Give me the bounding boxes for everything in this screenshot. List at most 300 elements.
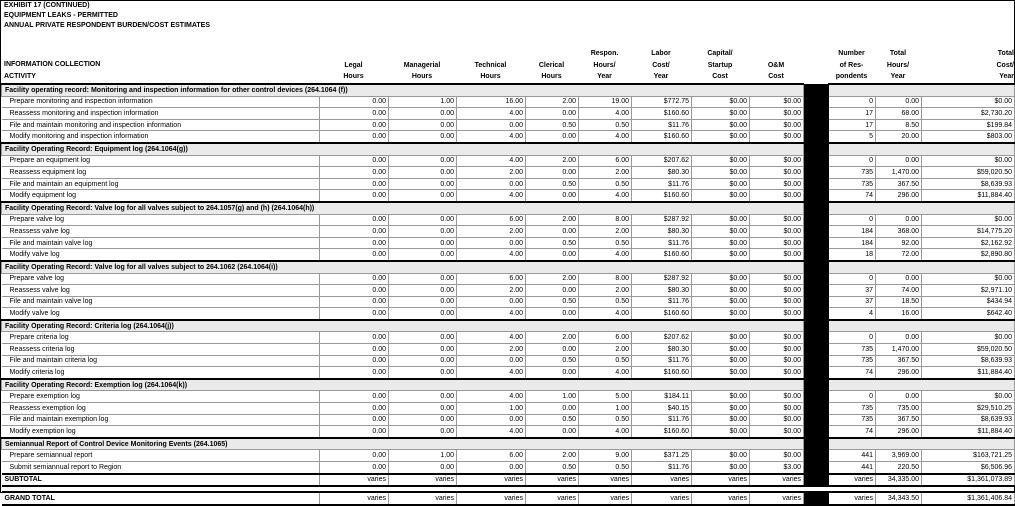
table-row: [2, 308, 1015, 320]
exhibit-subtitle: EQUIPMENT LEAKS - PERMITTED: [4, 12, 118, 19]
table-cell: varies: [579, 492, 632, 505]
table-cell: $2,162.92: [922, 237, 1015, 249]
table-cell: $0.00: [692, 367, 750, 379]
table-cell: 296.00: [876, 190, 922, 202]
table-cell: $772.75: [632, 96, 692, 108]
table-cell: 4.00: [579, 249, 632, 261]
table-cell: $11,884.40: [922, 190, 1015, 202]
table-cell: 74: [829, 426, 876, 438]
table-cell: 4.00: [457, 308, 526, 320]
table-cell: $0.00: [692, 462, 750, 474]
table-row: [2, 155, 1015, 167]
section-title: Semiannual Report of Control Device Monitoring Events (264.1065): [2, 438, 804, 450]
table-cell: $11.76: [632, 119, 692, 131]
table-row: [2, 450, 1015, 462]
activity-cell: Reassess valve log: [2, 226, 320, 238]
table-cell: 0.50: [526, 414, 579, 426]
table-cell: 0.00: [320, 285, 389, 297]
table-cell: 0.00: [526, 249, 579, 261]
table-cell: $0.00: [692, 190, 750, 202]
table-cell: 6.00: [457, 450, 526, 462]
table-cell: 0: [829, 155, 876, 167]
table-cell: $11.76: [632, 237, 692, 249]
table-cell: 735: [829, 355, 876, 367]
table-cell: $0.00: [750, 178, 804, 190]
table-cell: 441: [829, 450, 876, 462]
table-cell: $0.00: [750, 190, 804, 202]
table-cell: 0: [829, 96, 876, 108]
table-row: [2, 119, 1015, 131]
table-cell: 4.00: [457, 155, 526, 167]
table-cell: $642.40: [922, 308, 1015, 320]
table-cell: 0.00: [389, 391, 457, 403]
table-cell: 17: [829, 119, 876, 131]
table-cell: 0.00: [389, 226, 457, 238]
table-cell: 0.00: [389, 108, 457, 120]
divider-column: [804, 178, 829, 190]
table-cell: $0.00: [750, 391, 804, 403]
table-cell: 0: [829, 214, 876, 226]
divider-column: [804, 344, 829, 356]
table-cell: $0.00: [750, 367, 804, 379]
table-cell: 0.00: [457, 462, 526, 474]
column-header: Capital/ Startup Cost: [707, 50, 733, 80]
divider-column: [804, 379, 829, 391]
table-cell: 184: [829, 237, 876, 249]
table-cell: $0.00: [750, 131, 804, 143]
table-cell: 735: [829, 178, 876, 190]
table-cell: $0.00: [922, 155, 1015, 167]
table-cell: 0.00: [389, 296, 457, 308]
table-cell: $0.00: [750, 167, 804, 179]
divider-column: [804, 155, 829, 167]
table-cell: $434.94: [922, 296, 1015, 308]
table-cell: 20.00: [876, 131, 922, 143]
table-cell: $160.60: [632, 308, 692, 320]
table-cell: 0.50: [526, 119, 579, 131]
table-cell: 1.00: [579, 403, 632, 415]
table-cell: $80.30: [632, 167, 692, 179]
table-cell: varies: [829, 492, 876, 505]
activity-cell: Reassess monitoring and inspection information: [2, 108, 320, 120]
exhibit-title: EXHIBIT 17 (CONTINUED): [4, 2, 90, 9]
activity-cell: Prepare an equipment log: [2, 155, 320, 167]
table-cell: 0.00: [320, 108, 389, 120]
table-row: [2, 426, 1015, 438]
section-title: Facility Operating Record: Valve log for all valves subject to 264.1057(g) and (h) (264.1064(h)): [2, 202, 804, 214]
table-cell: varies: [526, 474, 579, 487]
activity-cell: File and maintain valve log: [2, 296, 320, 308]
divider-column: [804, 332, 829, 344]
table-cell: $160.60: [632, 426, 692, 438]
activity-cell: Reassess equipment log: [2, 167, 320, 179]
column-header: Managerial Hours: [403, 61, 441, 80]
table-cell: 0.00: [389, 403, 457, 415]
table-cell: 0.00: [457, 119, 526, 131]
table-cell: varies: [692, 492, 750, 505]
table-cell: $0.00: [692, 178, 750, 190]
table-cell: varies: [526, 492, 579, 505]
table-cell: $0.00: [750, 237, 804, 249]
table-cell: 0.00: [526, 190, 579, 202]
table-cell: 0.00: [389, 332, 457, 344]
divider-column: [804, 355, 829, 367]
table-cell: $0.00: [750, 308, 804, 320]
table-cell: 0.50: [579, 296, 632, 308]
table-cell: 4.00: [579, 190, 632, 202]
grand-total-row: [2, 492, 1015, 505]
table-cell: 0.00: [389, 367, 457, 379]
table-cell: 0.00: [389, 190, 457, 202]
divider-column: [804, 492, 829, 505]
table-cell: 74.00: [876, 285, 922, 297]
column-header: Number of Res- pondents: [835, 50, 868, 80]
table-cell: 0.00: [320, 296, 389, 308]
table-cell: 0.00: [389, 249, 457, 261]
divider-column: [804, 367, 829, 379]
table-cell: 0.00: [389, 355, 457, 367]
table-cell: 9.00: [579, 450, 632, 462]
table-cell: $0.00: [750, 403, 804, 415]
table-cell: 0.00: [320, 332, 389, 344]
table-cell: $11.76: [632, 414, 692, 426]
section-title: Facility Operating Record: Criteria log (264.1064(j)): [2, 320, 804, 332]
table-cell: $0.00: [922, 273, 1015, 285]
table-cell: 4.00: [579, 308, 632, 320]
table-cell: $0.00: [692, 344, 750, 356]
divider-column: [804, 119, 829, 131]
divider-column: [804, 249, 829, 261]
table-cell: 0.50: [579, 355, 632, 367]
table-cell: $0.00: [750, 214, 804, 226]
divider-column: [804, 84, 829, 96]
table-cell: $184.11: [632, 391, 692, 403]
table-cell: 0.00: [389, 426, 457, 438]
table-row: [2, 367, 1015, 379]
table-cell: 0.00: [320, 462, 389, 474]
table-cell: 74: [829, 190, 876, 202]
section-title-fill: [829, 261, 1015, 273]
table-cell: 2.00: [526, 273, 579, 285]
table-cell: 2.00: [579, 167, 632, 179]
table-cell: 0.00: [526, 344, 579, 356]
table-cell: 0.50: [526, 355, 579, 367]
table-cell: 0.00: [876, 332, 922, 344]
table-cell: $1,361,406.84: [922, 492, 1015, 505]
table-cell: 367.50: [876, 355, 922, 367]
divider-column: [804, 391, 829, 403]
table-cell: 2.00: [579, 285, 632, 297]
table-cell: 0.50: [526, 178, 579, 190]
table-cell: 2.00: [579, 226, 632, 238]
table-cell: 0.50: [526, 462, 579, 474]
table-cell: 0.00: [389, 155, 457, 167]
table-cell: 4: [829, 308, 876, 320]
column-header: Labor Cost/ Year: [651, 50, 671, 80]
section-title-fill: [829, 320, 1015, 332]
table-cell: 17: [829, 108, 876, 120]
table-cell: $8,639.93: [922, 178, 1015, 190]
table-cell: 0.00: [876, 273, 922, 285]
table-cell: 0: [829, 391, 876, 403]
table-cell: 735: [829, 403, 876, 415]
exhibit-caption: ANNUAL PRIVATE RESPONDENT BURDEN/COST ESTIMATES: [4, 22, 210, 29]
table-row: [2, 249, 1015, 261]
divider-column: [804, 403, 829, 415]
table-cell: 37: [829, 296, 876, 308]
table-cell: 0.00: [320, 414, 389, 426]
table-row: [2, 131, 1015, 143]
table-cell: 0.00: [526, 403, 579, 415]
table-cell: $0.00: [750, 450, 804, 462]
table-cell: 296.00: [876, 367, 922, 379]
table-cell: 16.00: [876, 308, 922, 320]
table-cell: 37: [829, 285, 876, 297]
table-cell: $160.60: [632, 367, 692, 379]
table-row: [2, 190, 1015, 202]
activity-cell: Modify criteria log: [2, 367, 320, 379]
table-cell: 1,470.00: [876, 344, 922, 356]
divider-column: [804, 261, 829, 273]
table-cell: $6,506.96: [922, 462, 1015, 474]
divider-column: [804, 108, 829, 120]
table-cell: varies: [750, 492, 804, 505]
table-cell: 6.00: [457, 273, 526, 285]
table-cell: varies: [829, 474, 876, 487]
burden-table: [1, 83, 1015, 506]
table-cell: varies: [632, 492, 692, 505]
activity-cell: GRAND TOTAL: [2, 492, 320, 505]
section-title: Facility operating record: Monitoring and inspection information for other control devices (264.1064 (f)): [2, 84, 804, 96]
table-cell: $40.15: [632, 403, 692, 415]
table-cell: $2,971.10: [922, 285, 1015, 297]
table-cell: $0.00: [750, 249, 804, 261]
table-cell: $0.00: [750, 119, 804, 131]
activity-cell: Prepare exemption log: [2, 391, 320, 403]
table-cell: 4.00: [457, 190, 526, 202]
table-row: [2, 237, 1015, 249]
table-cell: 2.00: [457, 226, 526, 238]
table-cell: $0.00: [750, 155, 804, 167]
table-cell: $2,730.20: [922, 108, 1015, 120]
table-cell: 0.00: [320, 367, 389, 379]
table-cell: 2.00: [526, 155, 579, 167]
table-cell: $80.30: [632, 285, 692, 297]
table-cell: 2.00: [526, 450, 579, 462]
table-cell: $0.00: [750, 426, 804, 438]
section-header-row: [2, 143, 1015, 155]
table-cell: $0.00: [750, 355, 804, 367]
table-cell: 2.00: [526, 214, 579, 226]
table-cell: 0.00: [389, 119, 457, 131]
table-cell: 0.00: [320, 96, 389, 108]
table-cell: 0.00: [389, 308, 457, 320]
table-cell: 34,335.00: [876, 474, 922, 487]
table-cell: 6.00: [457, 214, 526, 226]
table-cell: 74: [829, 367, 876, 379]
table-cell: 735: [829, 344, 876, 356]
table-cell: $287.92: [632, 214, 692, 226]
table-row: [2, 273, 1015, 285]
table-cell: 0: [829, 332, 876, 344]
table-row: [2, 414, 1015, 426]
table-cell: $207.62: [632, 155, 692, 167]
table-cell: $0.00: [922, 96, 1015, 108]
table-cell: $0.00: [692, 108, 750, 120]
table-cell: 0.00: [320, 249, 389, 261]
divider-column: [804, 143, 829, 155]
activity-cell: Prepare monitoring and inspection information: [2, 96, 320, 108]
table-cell: 4.00: [579, 426, 632, 438]
table-cell: 0.00: [320, 178, 389, 190]
table-cell: $0.00: [692, 450, 750, 462]
table-cell: 0.00: [526, 285, 579, 297]
column-header: O&M Cost: [767, 61, 785, 80]
table-cell: 0.00: [320, 308, 389, 320]
table-cell: varies: [389, 474, 457, 487]
table-cell: 0.00: [457, 296, 526, 308]
table-cell: $0.00: [922, 391, 1015, 403]
section-header-row: [2, 379, 1015, 391]
table-cell: 4.00: [457, 367, 526, 379]
table-cell: 0.00: [526, 226, 579, 238]
activity-cell: File and maintain exemption log: [2, 414, 320, 426]
table-cell: 0.00: [320, 155, 389, 167]
activity-cell: Reassess criteria log: [2, 344, 320, 356]
column-header-row: [1, 45, 1014, 83]
table-cell: $2,890.80: [922, 249, 1015, 261]
table-cell: $0.00: [692, 296, 750, 308]
table-cell: 0.00: [457, 178, 526, 190]
activity-cell: SUBTOTAL: [2, 474, 320, 487]
column-header: Legal Hours: [343, 61, 364, 80]
section-title-fill: [829, 202, 1015, 214]
table-cell: $0.00: [692, 391, 750, 403]
activity-cell: Prepare valve log: [2, 214, 320, 226]
table-cell: $0.00: [692, 96, 750, 108]
table-cell: 6.00: [579, 155, 632, 167]
table-cell: 2.00: [579, 344, 632, 356]
activity-cell: File and maintain monitoring and inspection information: [2, 119, 320, 131]
column-header: Respon. Hours/ Year: [590, 50, 619, 80]
table-cell: 0.00: [320, 131, 389, 143]
table-cell: $371.25: [632, 450, 692, 462]
activity-cell: Modify monitoring and inspection information: [2, 131, 320, 143]
activity-cell: Submit semiannual report to Region: [2, 462, 320, 474]
table-cell: $0.00: [750, 108, 804, 120]
table-cell: 735: [829, 414, 876, 426]
table-cell: $0.00: [750, 296, 804, 308]
table-cell: 5.00: [579, 391, 632, 403]
table-cell: $11.76: [632, 296, 692, 308]
table-cell: 1.00: [389, 96, 457, 108]
column-header: Clerical Hours: [538, 61, 565, 80]
table-cell: $0.00: [750, 332, 804, 344]
table-cell: 0.00: [526, 131, 579, 143]
activity-cell: Modify valve log: [2, 308, 320, 320]
table-cell: 368.00: [876, 226, 922, 238]
table-cell: $160.60: [632, 108, 692, 120]
table-row: [2, 226, 1015, 238]
table-cell: 0.00: [876, 391, 922, 403]
table-cell: 4.00: [457, 332, 526, 344]
table-cell: 367.50: [876, 178, 922, 190]
table-cell: $803.00: [922, 131, 1015, 143]
table-cell: 0.00: [320, 355, 389, 367]
table-cell: 0.00: [320, 391, 389, 403]
table-cell: $80.30: [632, 344, 692, 356]
table-cell: 184: [829, 226, 876, 238]
table-cell: 1.00: [389, 450, 457, 462]
table-cell: 4.00: [579, 131, 632, 143]
table-row: [2, 108, 1015, 120]
table-cell: 0.00: [320, 167, 389, 179]
column-header: Total Cost/ Year: [996, 50, 1014, 80]
table-cell: 0.00: [320, 403, 389, 415]
table-cell: $0.00: [692, 285, 750, 297]
table-cell: 0.00: [389, 285, 457, 297]
section-header-row: [2, 202, 1015, 214]
table-row: [2, 167, 1015, 179]
table-cell: 92.00: [876, 237, 922, 249]
divider-column: [804, 96, 829, 108]
table-cell: 0.00: [320, 190, 389, 202]
activity-column-header: INFORMATION COLLECTION ACTIVITY: [4, 61, 101, 80]
table-cell: 4.00: [579, 108, 632, 120]
table-cell: 2.00: [457, 344, 526, 356]
table-cell: varies: [389, 492, 457, 505]
section-title: Facility Operating Record: Exemption log (264.1064(k)): [2, 379, 804, 391]
table-row: [2, 391, 1015, 403]
table-cell: $0.00: [750, 273, 804, 285]
divider-column: [804, 237, 829, 249]
table-cell: 0.50: [579, 237, 632, 249]
table-cell: 441: [829, 462, 876, 474]
table-cell: $0.00: [692, 131, 750, 143]
table-cell: 0.50: [526, 296, 579, 308]
section-title-fill: [829, 379, 1015, 391]
activity-cell: File and maintain criteria log: [2, 355, 320, 367]
table-cell: $0.00: [692, 426, 750, 438]
table-cell: 16.00: [457, 96, 526, 108]
table-cell: 0.50: [579, 414, 632, 426]
table-cell: $0.00: [692, 226, 750, 238]
table-cell: 0.00: [389, 462, 457, 474]
table-row: [2, 285, 1015, 297]
table-cell: 0.00: [389, 273, 457, 285]
table-row: [2, 355, 1015, 367]
table-cell: $59,020.50: [922, 344, 1015, 356]
table-cell: $0.00: [692, 332, 750, 344]
table-cell: 2.00: [526, 96, 579, 108]
table-cell: 0.00: [526, 108, 579, 120]
table-cell: 1.00: [526, 391, 579, 403]
table-cell: 4.00: [457, 131, 526, 143]
table-cell: 0.00: [526, 167, 579, 179]
table-cell: 2.00: [457, 167, 526, 179]
table-cell: $0.00: [692, 119, 750, 131]
table-cell: 2.00: [526, 332, 579, 344]
table-row: [2, 332, 1015, 344]
table-cell: 735: [829, 167, 876, 179]
table-cell: 4.00: [457, 249, 526, 261]
table-cell: 0.00: [389, 167, 457, 179]
table-cell: 68.00: [876, 108, 922, 120]
table-cell: $0.00: [692, 308, 750, 320]
table-cell: $0.00: [692, 403, 750, 415]
table-cell: 0.00: [320, 119, 389, 131]
table-cell: 8.50: [876, 119, 922, 131]
